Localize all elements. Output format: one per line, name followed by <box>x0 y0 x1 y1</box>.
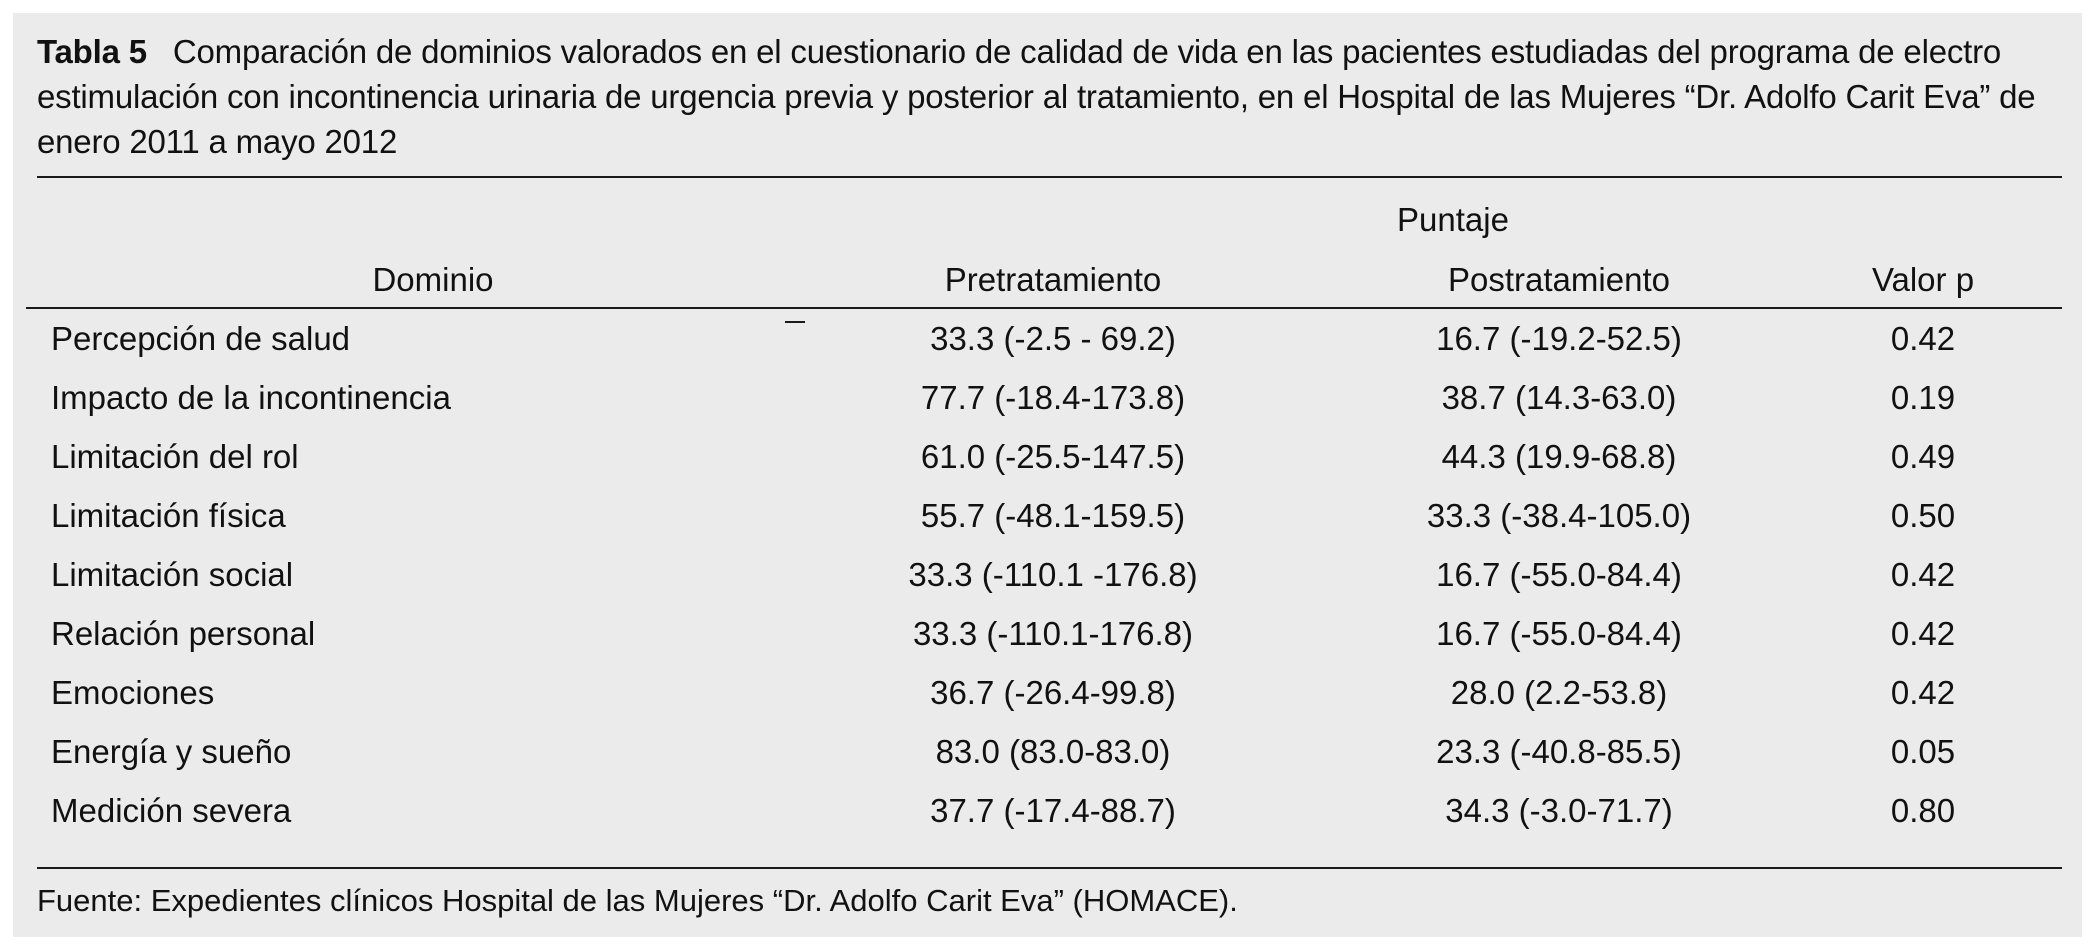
table-row-p: 0.42 <box>1890 320 1956 357</box>
header-group-puntaje: Puntaje <box>1397 201 1509 238</box>
header-sub-rule <box>785 321 805 323</box>
table-row-post: 16.7 (-55.0-84.4) <box>1436 556 1682 593</box>
table-row-pre: 77.7 (-18.4-173.8) <box>920 379 1186 416</box>
header-valor-p: Valor p <box>1871 261 1975 298</box>
table-row-domain: Medición severa <box>51 792 292 829</box>
table-row-post: 33.3 (-38.4-105.0) <box>1426 497 1692 534</box>
table-row-pre: 55.7 (-48.1-159.5) <box>920 497 1186 534</box>
table-row-p: 0.80 <box>1890 792 1956 829</box>
header-rule <box>26 307 2062 309</box>
table-caption-text: Comparación de dominios valorados en el cuestionario de calidad de vida en las pacientes estudiadas del programa de electro estimulación con incontinencia urinaria de urgencia previa y posterior al tratamiento, en el Hospital de las Mujeres “Dr. Adolfo Carit Eva” de enero 2011 a mayo 2012 <box>37 33 2036 160</box>
table-row-p: 0.05 <box>1890 733 1956 770</box>
table-row-domain: Relación personal <box>51 615 316 652</box>
table-row-domain: Limitación física <box>51 497 286 534</box>
table-row-pre: 33.3 (-2.5 - 69.2) <box>930 320 1176 357</box>
header-postratamiento: Postratamiento <box>1448 261 1670 298</box>
table-row-pre: 37.7 (-17.4-88.7) <box>930 792 1176 829</box>
table-row-p: 0.50 <box>1890 497 1956 534</box>
table-row-domain: Percepción de salud <box>51 320 351 357</box>
table-row-post: 38.7 (14.3-63.0) <box>1441 379 1677 416</box>
table-row-domain: Emociones <box>51 674 215 711</box>
table-row-post: 34.3 (-3.0-71.7) <box>1445 792 1673 829</box>
table-panel <box>13 13 2082 937</box>
table-row-post: 28.0 (2.2-53.8) <box>1450 674 1668 711</box>
table-row-pre: 36.7 (-26.4-99.8) <box>930 674 1176 711</box>
table-row-domain: Energía y sueño <box>51 733 292 770</box>
table-row-pre: 61.0 (-25.5-147.5) <box>920 438 1186 475</box>
table-row-p: 0.49 <box>1890 438 1956 475</box>
table-row-p: 0.42 <box>1890 556 1956 593</box>
table-label: Tabla 5 <box>37 33 147 70</box>
table-caption <box>37 29 2062 164</box>
table-row-p: 0.42 <box>1890 615 1956 652</box>
table-row-post: 23.3 (-40.8-85.5) <box>1436 733 1682 770</box>
table-row-domain: Limitación del rol <box>51 438 299 475</box>
table-row-post: 16.7 (-55.0-84.4) <box>1436 615 1682 652</box>
table-row-p: 0.19 <box>1890 379 1956 416</box>
table-source-note: Fuente: Expedientes clínicos Hospital de las Mujeres “Dr. Adolfo Carit Eva” (HOMACE). <box>37 883 1238 918</box>
top-rule <box>37 176 2062 178</box>
header-domain: Dominio <box>372 261 494 298</box>
table-row-pre: 33.3 (-110.1-176.8) <box>912 615 1194 652</box>
table-row-pre: 33.3 (-110.1 -176.8) <box>908 556 1198 593</box>
table-row-pre: 83.0 (83.0-83.0) <box>935 733 1171 770</box>
bottom-rule <box>37 867 2062 869</box>
table-row-post: 44.3 (19.9-68.8) <box>1441 438 1677 475</box>
table-row-p: 0.42 <box>1890 674 1956 711</box>
table-row-post: 16.7 (-19.2-52.5) <box>1436 320 1682 357</box>
table-row-domain: Limitación social <box>51 556 294 593</box>
table-row-domain: Impacto de la incontinencia <box>51 379 451 416</box>
header-pretratamiento: Pretratamiento <box>944 261 1162 298</box>
